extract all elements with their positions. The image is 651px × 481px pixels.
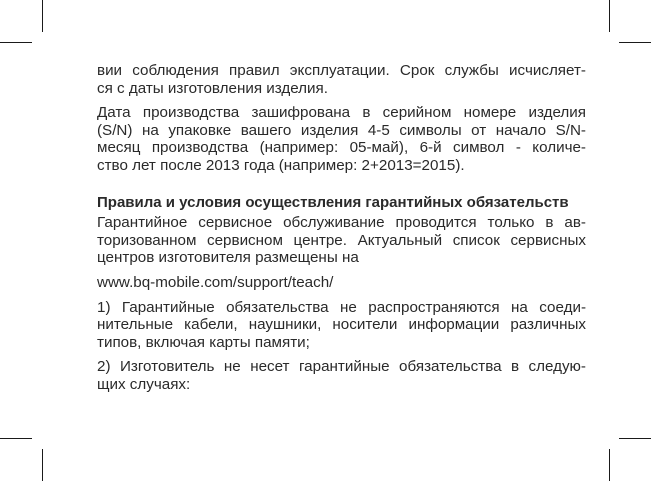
document-page-content (97, 62, 586, 401)
text-line: (S/N) на упаковке вашего изделия 4-5 символы от начало S/N- (97, 121, 586, 139)
crop-mark-top-right-vertical (609, 0, 610, 32)
crop-mark-bottom-left-vertical (42, 449, 43, 481)
text-line: центров изготовителя размещены на (97, 249, 359, 267)
text-line: торизованном сервисном центре. Актуальный список сервисных (97, 231, 586, 249)
text-line: ся с даты изготовления изделия. (97, 79, 328, 97)
crop-mark-bottom-right-horizontal (619, 438, 651, 439)
crop-mark-top-left-horizontal (0, 42, 32, 43)
crop-mark-bottom-left-horizontal (0, 438, 32, 439)
text-line: типов, включая карты памяти; (97, 333, 310, 351)
text-line: вии соблюдения правил эксплуатации. Срок службы исчисляет- (97, 62, 586, 79)
support-url-link[interactable]: www.bq-mobile.com/support/teach/ (97, 273, 334, 291)
crop-mark-top-right-horizontal (619, 42, 651, 43)
text-line: ство лет после 2013 года (например: 2+2013=2015). (97, 156, 465, 174)
paragraph-production-date (97, 104, 586, 174)
crop-mark-bottom-right-vertical (609, 449, 610, 481)
text-line: 2) Изготовитель не несет гарантийные обязательства в следую- (97, 358, 586, 376)
paragraph-service-life (97, 62, 586, 97)
paragraph-service-centers (97, 214, 586, 267)
paragraph-manufacturer-liability (97, 358, 586, 393)
text-line: щих случаях: (97, 375, 191, 393)
text-line: нительные кабели, наушники, носители информации различных (97, 316, 586, 334)
text-line: 1) Гарантийные обязательства не распространяются на соеди- (97, 298, 586, 316)
text-line: Гарантийное сервисное обслуживание проводится только в ав- (97, 214, 586, 232)
text-line: месяц производства (например: 05-май), 6-й символ - количе- (97, 139, 586, 157)
crop-mark-top-left-vertical (42, 0, 43, 32)
paragraph-warranty-exclusions (97, 299, 586, 352)
text-line: Дата производства зашифрована в серийном номере изделия (97, 104, 586, 122)
section-heading: Правила и условия осуществления гарантийных обязательств (97, 193, 569, 211)
